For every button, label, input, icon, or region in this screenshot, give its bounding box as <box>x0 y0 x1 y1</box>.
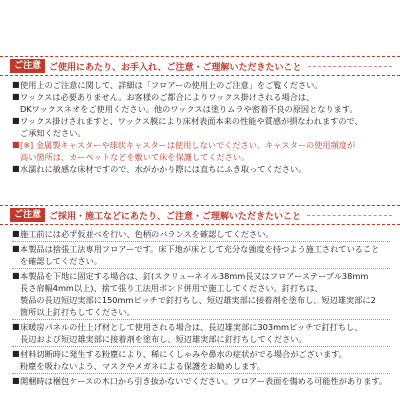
item-text <box>20 228 390 240</box>
item-text <box>20 243 390 267</box>
item-separator <box>12 373 390 374</box>
item-text <box>20 115 390 139</box>
item-text-line: 本製品は捨張工法専用フロアーです。床下地が床として充分な強度を持つよう施工されていること <box>20 244 380 254</box>
list-item <box>12 243 390 267</box>
list-item <box>12 321 390 345</box>
list-item <box>12 79 390 91</box>
bullet-icon: ■ <box>12 229 20 238</box>
item-text-line: [※] 金属製キャスターや球状キャスターは使用しないでください。キャスターの使用頻度が <box>20 140 356 150</box>
item-separator <box>12 241 390 242</box>
item-separator <box>12 268 390 269</box>
bullet-icon: ■ <box>12 80 20 89</box>
bullet-icon: ■ <box>12 271 20 280</box>
section-title: ご採用・施工などにあたり、ご注意・ご理解いただきたいこと <box>49 211 302 222</box>
item-text <box>20 91 390 115</box>
list-item <box>12 163 390 175</box>
list-item <box>12 228 390 240</box>
installation-notes-list <box>0 225 400 387</box>
list-item <box>12 375 390 387</box>
item-text-line: 材料切断時に発生する粉塵により、稀にくしゃみや鼻水の症状がでる場合がございます。 <box>20 349 347 359</box>
bullet-icon: ■ <box>12 244 20 253</box>
item-text-line: を確認してください。 <box>20 256 102 266</box>
item-text-line: ワックスは必要ありません。お客様のご都合によりワックス掛けされる場合は、 <box>20 92 315 102</box>
usage-notes-list <box>0 76 400 175</box>
item-text-line: 本製品を下地に固定する場合は、釘(スクリューネイル38mm長又はフロアーステープル38mm <box>20 271 369 281</box>
item-text <box>20 139 390 163</box>
installation-notes-section <box>0 205 400 387</box>
bullet-icon: ■ <box>12 140 20 149</box>
item-text-line: 長辺および短辺雄実部に接着剤を塗布し、短辺雄実部に釘打ちしてください。 <box>20 334 307 344</box>
item-text-line: 高い箇所は、カーペットなどを敷いて床を保護してください。 <box>20 152 250 162</box>
header-divider <box>308 66 392 67</box>
item-text-line: ワックス掛けされますと、ワックス膜により床材表面本来の性能や質感が損なわれますので、 <box>20 116 363 126</box>
item-text-line: 床暖房パネルの仕上げ材として使用される場合は、長辺雄実部に303mmピッチで釘打ちし、 <box>20 322 363 332</box>
item-text-line: 開梱時は梱包ケースの木口から引き抜かないでください。フロアー表面を傷める可能性があります。 <box>20 376 388 386</box>
item-text <box>20 79 390 91</box>
item-text-line: 水濡れに敏感な床材ですので、水がかかり際には直ちにふき取ってください。 <box>20 164 307 174</box>
list-item <box>12 91 390 115</box>
list-item <box>12 270 390 318</box>
item-text <box>20 270 390 318</box>
usage-notes-section <box>0 56 400 175</box>
item-text-line: 長さ肩幅4mm以上)、捨て張り工法用ボンド併用で施工してください。釘打ちは、 <box>20 283 323 293</box>
header-divider <box>307 215 392 216</box>
usage-notes-header <box>0 56 400 76</box>
list-item <box>12 348 390 372</box>
list-item <box>12 139 390 163</box>
item-text <box>20 163 390 175</box>
item-text <box>20 348 390 372</box>
item-text <box>20 375 390 387</box>
section-title: ご使用にあたり、お手入れ、ご注意・ご理解いただきたいこと <box>49 62 302 73</box>
bullet-icon: ■ <box>12 349 20 358</box>
item-text-line: ご承知ください。 <box>20 128 86 138</box>
bullet-icon: ■ <box>12 116 20 125</box>
item-separator <box>12 346 390 347</box>
item-text-line: 施工前には必ず仮並べを行い、色柄のバランスを確認してください。 <box>20 229 274 239</box>
bullet-icon: ■ <box>12 376 20 385</box>
item-text <box>20 321 390 345</box>
item-text-line: 粉塵を吸わないよう、マスクやメガネによる保護をお勧めします。 <box>20 361 265 371</box>
list-item <box>12 115 390 139</box>
bullet-icon: ■ <box>12 322 20 331</box>
item-separator <box>12 319 390 320</box>
caution-tag: ご注意 <box>10 59 45 73</box>
item-text-line: DKワックスネオをご使用ください。他のワックスは塗りムラや密着不良の原因となります。 <box>20 104 358 114</box>
bullet-icon: ■ <box>12 164 20 173</box>
item-text-line: 使用上のご注意に関して、詳細は「フロアーの使用上のご注意」をご覧ください。 <box>20 80 323 90</box>
bullet-icon: ■ <box>12 92 20 101</box>
item-text-line: 製品の長辺短辺実部に150mmピッチで釘打ちし、短辺雄実部に接着剤を塗布し、短辺雄実部に2 <box>20 295 376 305</box>
installation-notes-header <box>0 205 400 225</box>
caution-tag: ご注意 <box>10 208 45 222</box>
item-text-line: 箇所以上釘打ちしてください。 <box>20 307 135 317</box>
